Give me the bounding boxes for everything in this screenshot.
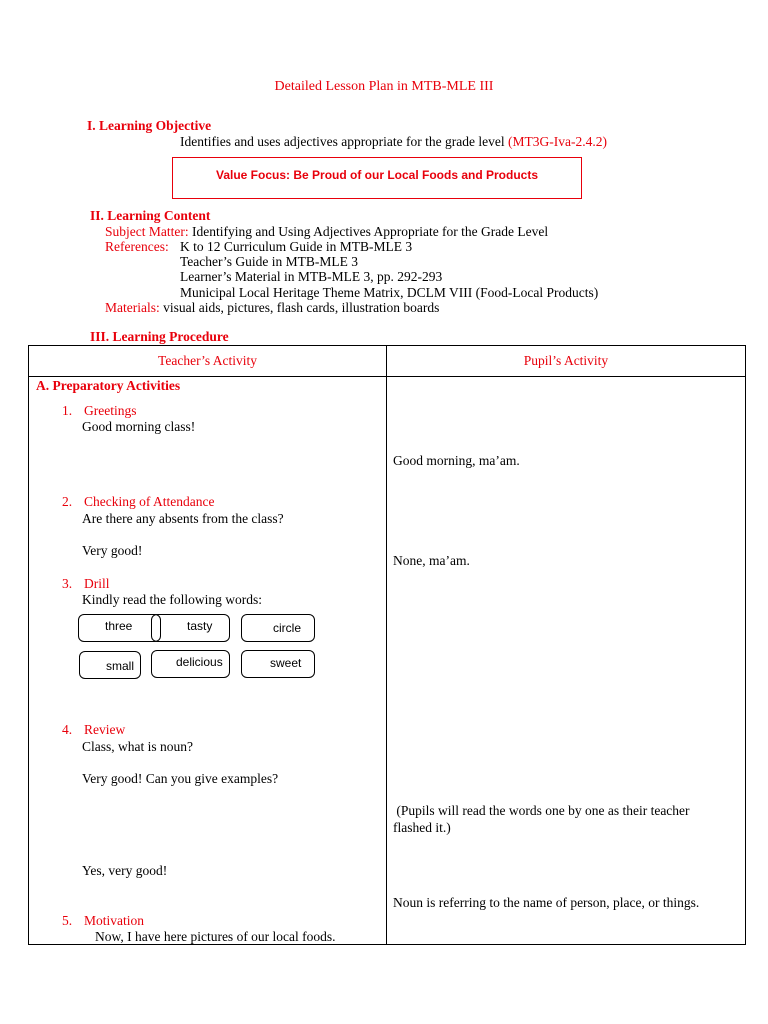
- pupil-activity-header: Pupil’s Activity: [387, 346, 746, 377]
- pupil-line-noun: Noun is referring to the name of person, place, or things.: [393, 895, 700, 910]
- reference-item: Teacher’s Guide in MTB-MLE 3: [180, 254, 359, 269]
- teacher-line-attendance: Are there any absents from the class?: [82, 511, 284, 526]
- subject-value: Identifying and Using Adjectives Appropriate for the Grade Level: [191, 224, 549, 239]
- procedure-table: [28, 345, 746, 945]
- teacher-line-yes-good: Yes, very good!: [82, 863, 168, 878]
- step-number: 2.: [62, 494, 73, 509]
- objective-code: (MT3G-Iva-2.4.2): [508, 134, 607, 149]
- section-a-heading: A. Preparatory Activities: [36, 378, 181, 393]
- step-attendance: Checking of Attendance: [84, 494, 215, 509]
- teacher-line-review-q: Class, what is noun?: [82, 739, 193, 754]
- objective-line: [180, 134, 607, 150]
- pupil-line-attendance: None, ma’am.: [393, 553, 470, 568]
- step-number: 1.: [62, 403, 73, 418]
- flash-card: [78, 614, 161, 642]
- step-number: 4.: [62, 722, 73, 737]
- content-heading: II. Learning Content: [90, 208, 211, 223]
- page-title: Detailed Lesson Plan in MTB-MLE III: [274, 79, 494, 94]
- flash-card-word: sweet: [270, 656, 302, 670]
- pupil-line-drill-cont: flashed it.): [393, 820, 451, 835]
- procedure-heading: III. Learning Procedure: [90, 329, 229, 344]
- teacher-activity-cell: [29, 377, 387, 945]
- table-body-row: [29, 377, 746, 945]
- step-review: Review: [84, 722, 126, 737]
- teacher-line-drill: Kindly read the following words:: [82, 592, 262, 607]
- teacher-line-motivation: Now, I have here pictures of our local foods.: [95, 929, 336, 944]
- reference-item: Learner’s Material in MTB-MLE 3, pp. 292-293: [180, 269, 443, 284]
- subject-matter-line: [105, 224, 548, 240]
- teacher-line-greet: Good morning class!: [82, 419, 196, 434]
- flash-card: [151, 614, 230, 642]
- objective-text: Identifies and uses adjectives appropriate for the grade level: [180, 134, 505, 149]
- objective-heading: I. Learning Objective: [87, 118, 212, 133]
- reference-item: Municipal Local Heritage Theme Matrix, DCLM VIII (Food-Local Products): [180, 285, 599, 300]
- teacher-line-review-ex: Very good! Can you give examples?: [82, 771, 279, 786]
- pupil-activity-cell: [387, 377, 746, 945]
- flash-card-word: tasty: [187, 619, 213, 633]
- materials-line: [105, 300, 439, 316]
- table-header-row: [29, 346, 746, 377]
- pupil-line-drill: (Pupils will read the words one by one as their teacher: [393, 803, 690, 818]
- flash-card-word: delicious: [176, 655, 223, 669]
- flash-card: [241, 650, 315, 678]
- subject-label: Subject Matter:: [105, 224, 189, 239]
- flash-card: [241, 614, 315, 642]
- flash-card-word: circle: [273, 621, 302, 635]
- pupil-line-greet: Good morning, ma’am.: [393, 453, 520, 468]
- flash-card-word: small: [106, 659, 135, 673]
- step-number: 5.: [62, 913, 73, 928]
- step-greetings: Greetings: [84, 403, 137, 418]
- materials-label: Materials:: [105, 300, 160, 315]
- teacher-line-very-good: Very good!: [82, 543, 143, 558]
- step-number: 3.: [62, 576, 73, 591]
- teacher-activity-header: Teacher’s Activity: [29, 346, 387, 377]
- reference-item: K to 12 Curriculum Guide in MTB-MLE 3: [180, 239, 413, 254]
- materials-value: visual aids, pictures, flash cards, illustration boards: [163, 300, 440, 315]
- references-label: References:: [105, 239, 169, 254]
- value-focus-box: [172, 157, 582, 199]
- flash-card: [151, 650, 230, 678]
- step-drill: Drill: [84, 576, 110, 591]
- value-focus-text: Value Focus: Be Proud of our Local Foods and Products: [215, 168, 539, 182]
- step-motivation: Motivation: [84, 913, 144, 928]
- flash-card-word: three: [105, 619, 133, 633]
- flash-card: [79, 651, 141, 679]
